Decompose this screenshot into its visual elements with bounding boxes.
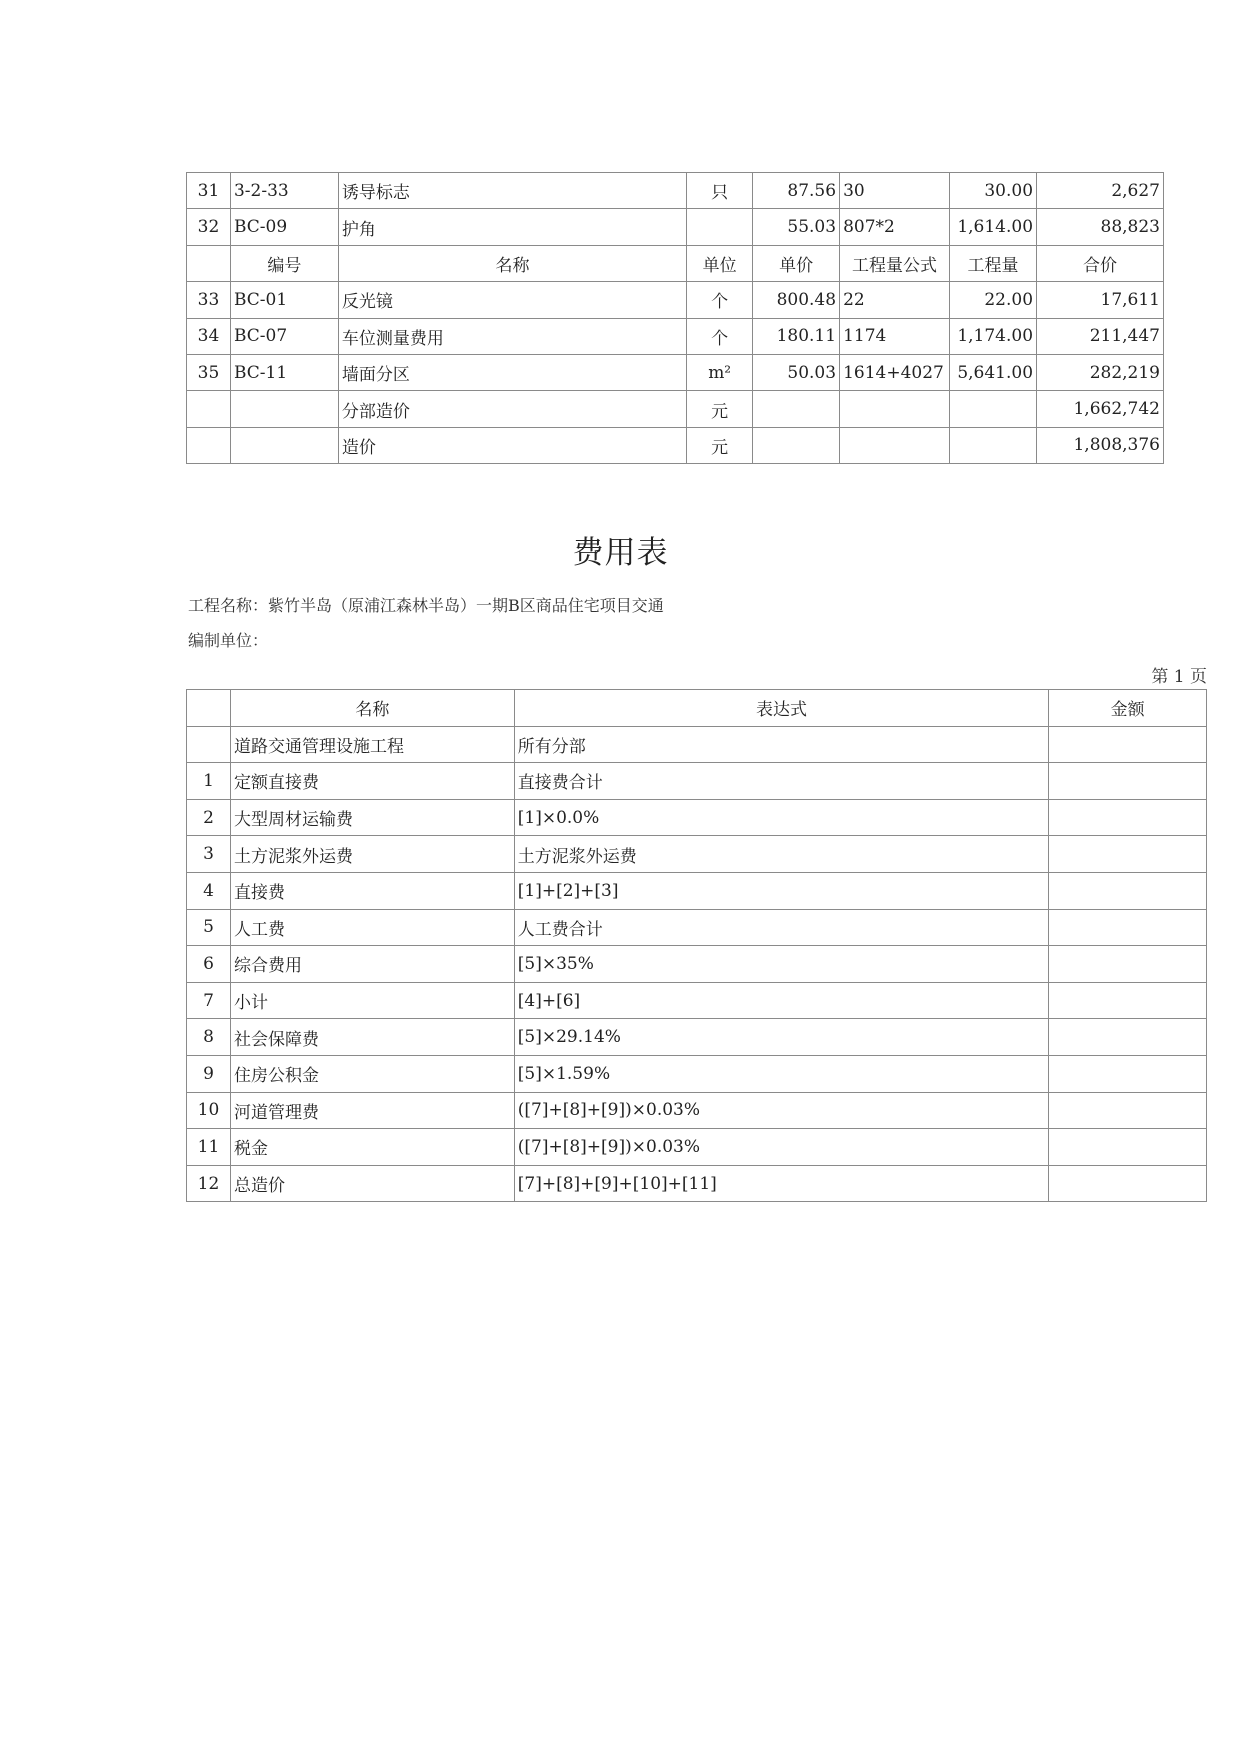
fee-cell: 6: [187, 946, 231, 983]
bill-cell: m²: [687, 354, 753, 390]
bill-table-row: [187, 209, 1164, 245]
bill-cell: 造价: [338, 427, 686, 463]
fee-cell: 直接费: [230, 872, 514, 909]
fee-table-row: [187, 909, 1207, 946]
fee-cell: [1049, 909, 1207, 946]
bill-cell: 34: [187, 318, 231, 354]
fee-cell: 大型周材运输费: [230, 799, 514, 836]
compiler-unit: 编制单位：: [188, 631, 269, 650]
fee-table-row: [187, 1055, 1207, 1092]
bill-cell: [230, 427, 338, 463]
fee-cell: 直接费合计: [514, 763, 1048, 800]
page-number: 第 1 页: [1151, 667, 1207, 687]
fee-cell: 税金: [230, 1129, 514, 1166]
bill-cell: 807*2: [840, 209, 950, 245]
fee-cell: 社会保障费: [230, 1019, 514, 1056]
fee-cell: 4: [187, 872, 231, 909]
bill-cell: 31: [187, 173, 231, 209]
fee-cell: [1]+[2]+[3]: [514, 872, 1048, 909]
fee-cell: 人工费合计: [514, 909, 1048, 946]
fee-table-row: [187, 836, 1207, 873]
fee-cell: 河道管理费: [230, 1092, 514, 1129]
bill-cell: 1,614.00: [950, 209, 1037, 245]
fee-cell: 5: [187, 909, 231, 946]
bill-cell: [230, 391, 338, 427]
bill-cell: [753, 391, 840, 427]
fee-cell: [1049, 763, 1207, 800]
bill-header-cell: 单价: [753, 245, 840, 281]
bill-cell: [753, 427, 840, 463]
bill-cell: BC-01: [230, 282, 338, 318]
fee-cell: 土方泥浆外运费: [514, 836, 1048, 873]
fee-cell: 1: [187, 763, 231, 800]
bill-cell: [687, 209, 753, 245]
bill-table-row: [187, 173, 1164, 209]
fee-cell: [4]+[6]: [514, 982, 1048, 1019]
bill-cell: 1174: [840, 318, 950, 354]
bill-cell: 车位测量费用: [338, 318, 686, 354]
project-name: 工程名称：紫竹半岛（原浦江森林半岛）一期B区商品住宅项目交通: [188, 596, 664, 615]
bill-cell: 800.48: [753, 282, 840, 318]
bill-cell: 87.56: [753, 173, 840, 209]
bill-cell: 33: [187, 282, 231, 318]
bill-table-row: [187, 354, 1164, 390]
bill-cell: [840, 391, 950, 427]
fee-cell: [5]×29.14%: [514, 1019, 1048, 1056]
fee-table-row: [187, 726, 1207, 763]
bill-cell: 只: [687, 173, 753, 209]
bill-table-row: [187, 391, 1164, 427]
bill-cell: 1,662,742: [1037, 391, 1164, 427]
fee-table-row: [187, 799, 1207, 836]
fee-header-cell: 表达式: [514, 690, 1048, 727]
fee-cell: 道路交通管理设施工程: [230, 726, 514, 763]
fee-cell: 总造价: [230, 1165, 514, 1202]
bill-cell: [187, 391, 231, 427]
fee-cell: 12: [187, 1165, 231, 1202]
bill-header-cell: [187, 245, 231, 281]
fee-cell: [1049, 1129, 1207, 1166]
bill-header-cell: 名称: [338, 245, 686, 281]
bill-cell: [950, 427, 1037, 463]
fee-cell: 8: [187, 1019, 231, 1056]
fee-table-row: [187, 1019, 1207, 1056]
bill-table-row: [187, 427, 1164, 463]
fee-table-row: [187, 763, 1207, 800]
bill-cell: 30.00: [950, 173, 1037, 209]
fee-cell: 定额直接费: [230, 763, 514, 800]
fee-header-cell: 金额: [1049, 690, 1207, 727]
fee-cell: [187, 726, 231, 763]
bill-cell: 2,627: [1037, 173, 1164, 209]
fee-cell: 所有分部: [514, 726, 1048, 763]
fee-table-row: [187, 982, 1207, 1019]
fee-cell: [5]×35%: [514, 946, 1048, 983]
fee-cell: [1049, 1165, 1207, 1202]
fee-cell: 9: [187, 1055, 231, 1092]
bill-cell: 5,641.00: [950, 354, 1037, 390]
fee-cell: [7]+[8]+[9]+[10]+[11]: [514, 1165, 1048, 1202]
fee-cell: 土方泥浆外运费: [230, 836, 514, 873]
bill-cell: 1,174.00: [950, 318, 1037, 354]
bill-table-header: [187, 245, 1164, 281]
bill-cell: 1614+4027: [840, 354, 950, 390]
bill-cell: 22.00: [950, 282, 1037, 318]
fee-cell: 小计: [230, 982, 514, 1019]
bill-cell: 22: [840, 282, 950, 318]
fee-cell: [5]×1.59%: [514, 1055, 1048, 1092]
bill-cell: 分部造价: [338, 391, 686, 427]
fee-cell: [1049, 1092, 1207, 1129]
bill-cell: 30: [840, 173, 950, 209]
bill-cell: 32: [187, 209, 231, 245]
bill-cell: 180.11: [753, 318, 840, 354]
bill-cell: 个: [687, 318, 753, 354]
bill-cell: 墙面分区: [338, 354, 686, 390]
bill-table: [186, 172, 1164, 464]
bill-cell: [950, 391, 1037, 427]
bill-cell: 诱导标志: [338, 173, 686, 209]
bill-cell: 211,447: [1037, 318, 1164, 354]
bill-header-cell: 合价: [1037, 245, 1164, 281]
fee-cell: [1049, 982, 1207, 1019]
bill-cell: 17,611: [1037, 282, 1164, 318]
bill-cell: BC-09: [230, 209, 338, 245]
fee-cell: 10: [187, 1092, 231, 1129]
bill-cell: 3-2-33: [230, 173, 338, 209]
bill-cell: 88,823: [1037, 209, 1164, 245]
bill-table-row: [187, 282, 1164, 318]
bill-cell: 55.03: [753, 209, 840, 245]
fee-cell: 3: [187, 836, 231, 873]
fee-header-cell: [187, 690, 231, 727]
bill-cell: [187, 427, 231, 463]
fee-cell: 综合费用: [230, 946, 514, 983]
fee-table-row: [187, 946, 1207, 983]
fee-header-cell: 名称: [230, 690, 514, 727]
bill-cell: 282,219: [1037, 354, 1164, 390]
bill-cell: BC-07: [230, 318, 338, 354]
bill-cell: 35: [187, 354, 231, 390]
fee-table: [186, 689, 1207, 1202]
bill-cell: 护角: [338, 209, 686, 245]
fee-cell: 7: [187, 982, 231, 1019]
bill-cell: 个: [687, 282, 753, 318]
bill-header-cell: 工程量: [950, 245, 1037, 281]
bill-cell: 元: [687, 427, 753, 463]
fee-table-header: [187, 690, 1207, 727]
fee-table-row: [187, 1129, 1207, 1166]
fee-cell: [1049, 799, 1207, 836]
bill-cell: 元: [687, 391, 753, 427]
fee-cell: [1]×0.0%: [514, 799, 1048, 836]
fee-table-row: [187, 1092, 1207, 1129]
fee-cell: 2: [187, 799, 231, 836]
fee-cell: ([7]+[8]+[9])×0.03%: [514, 1129, 1048, 1166]
fee-cell: [1049, 836, 1207, 873]
bill-cell: BC-11: [230, 354, 338, 390]
fee-cell: 住房公积金: [230, 1055, 514, 1092]
fee-cell: [1049, 1055, 1207, 1092]
bill-cell: 1,808,376: [1037, 427, 1164, 463]
bill-header-cell: 工程量公式: [840, 245, 950, 281]
bill-table-row: [187, 318, 1164, 354]
fee-cell: [1049, 946, 1207, 983]
bill-header-cell: 单位: [687, 245, 753, 281]
bill-cell: [840, 427, 950, 463]
bill-header-cell: 编号: [230, 245, 338, 281]
fee-cell: ([7]+[8]+[9])×0.03%: [514, 1092, 1048, 1129]
fee-cell: 人工费: [230, 909, 514, 946]
fee-table-row: [187, 872, 1207, 909]
bill-cell: 反光镜: [338, 282, 686, 318]
bill-cell: 50.03: [753, 354, 840, 390]
fee-table-row: [187, 1165, 1207, 1202]
fee-table-title: 费用表: [572, 535, 669, 571]
fee-cell: [1049, 726, 1207, 763]
fee-cell: [1049, 872, 1207, 909]
fee-cell: [1049, 1019, 1207, 1056]
fee-cell: 11: [187, 1129, 231, 1166]
